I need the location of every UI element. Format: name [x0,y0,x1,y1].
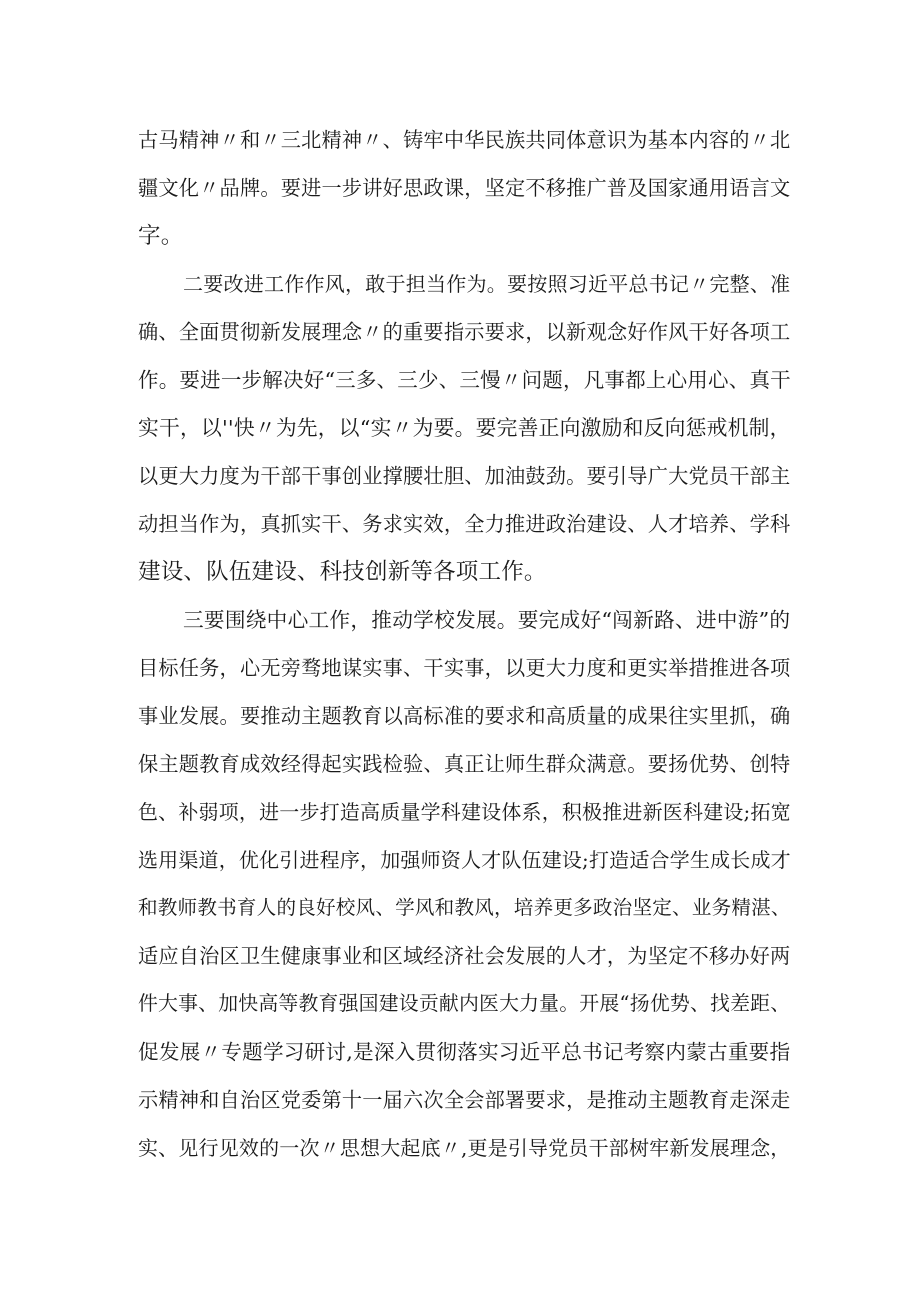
paragraph-3-line-11: 示精神和自治区党委第十一届六次全会部署要求，是推动主题教育走深走 [138,1088,791,1112]
paragraph-1-line-1: 古马精神〃和〃三北精神〃、铸牢中华民族共同体意识为基本内容的〃北 [138,128,791,152]
paragraph-3-line-3: 事业发展。要推动主题教育以高标准的要求和高质量的成果往实里抓，确 [138,704,791,728]
paragraph-2-line-4: 实干，以''快〃为先，以“实〃为要。要完善正向激励和反向惩戒机制， [138,416,791,440]
paragraph-2-line-1: 二要改进工作作风，敢于担当作为。要按照习近平总书记〃完整、准 [183,272,791,296]
paragraph-2-line-6: 动担当作为，真抓实干、务求实效，全力推进政治建设、人才培养、学科 [138,512,791,536]
paragraph-3-line-1: 三要围绕中心工作，推动学校发展。要完成好“闯新路、进中游”的 [183,608,791,632]
paragraph-1-line-2: 疆文化〃品牌。要进一步讲好思政课，坚定不移推广普及国家通用语言文 [138,176,791,200]
paragraph-3-line-8: 适应自治区卫生健康事业和区域经济社会发展的人才，为坚定不移办好两 [138,944,791,968]
paragraph-3-line-2: 目标任务，心无旁骛地谋实事、干实事，以更大力度和更实举措推进各项 [138,656,791,680]
paragraph-2-line-2: 确、全面贯彻新发展理念〃的重要指示要求，以新观念好作风干好各项工 [138,320,791,344]
paragraph-3-line-5: 色、补弱项，进一步打造高质量学科建设体系，积极推进新医科建设;拓宽 [138,800,791,824]
paragraph-2-line-7: 建设、队伍建设、科技创新等各项工作。 [138,559,547,585]
paragraph-3-line-10: 促发展〃专题学习研讨,是深入贯彻落实习近平总书记考察内蒙古重要指 [138,1040,791,1064]
paragraph-1-line-3: 字。 [138,223,184,249]
paragraph-3-line-6: 选用渠道，优化引进程序，加强师资人才队伍建设;打造适合学生成长成才 [138,848,791,872]
paragraph-3-line-12: 实、见行见效的一次〃思想大起底〃,更是引导党员干部树牢新发展理念， [138,1136,791,1160]
paragraph-3-line-7: 和教师教书育人的良好校风、学风和教风，培养更多政治坚定、业务精湛、 [138,896,791,919]
paragraph-2-line-5: 以更大力度为干部干事创业撑腰壮胆、加油鼓劲。要引导广大党员干部主 [138,464,791,488]
paragraph-3-line-4: 保主题教育成效经得起实践检验、真正让师生群众满意。要扬优势、创特 [138,752,791,776]
paragraph-3-line-9: 件大事、加快高等教育强国建设贡献内医大力量。开展“扬优势、找差距、 [138,992,791,1015]
paragraph-2-line-3: 作。要进一步解决好“三多、三少、三慢〃问题，凡事都上心用心、真干 [138,368,791,392]
